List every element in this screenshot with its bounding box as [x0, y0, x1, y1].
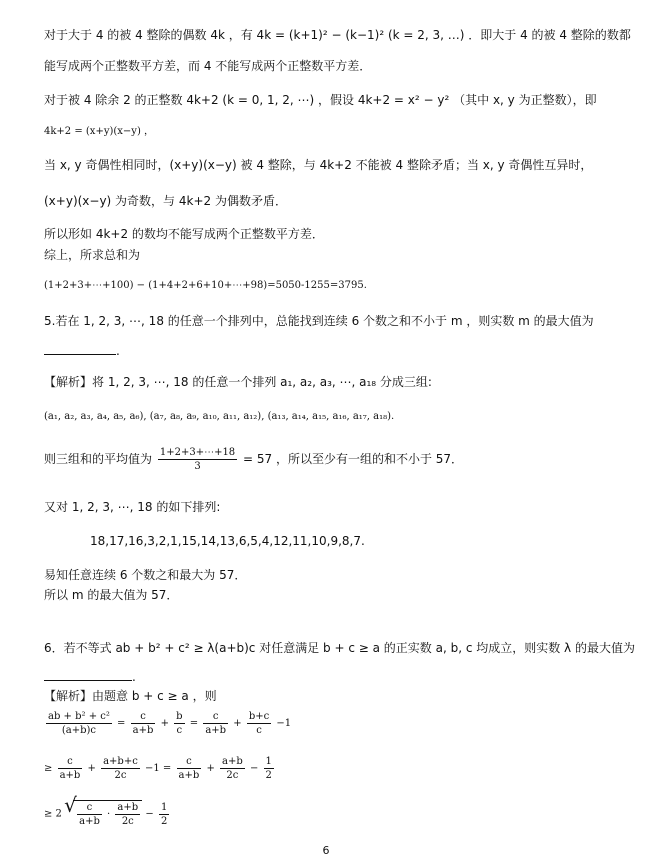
fraction: $\frac{c}{a+b}$	[178, 756, 200, 781]
fraction: $\frac{1+2+3+\cdots+18}{3}$	[159, 447, 236, 472]
fraction: $\frac{b}{c}$	[176, 711, 183, 736]
solution-line: 又对 1, 2, 3, ⋯, 18 的如下排列:	[44, 500, 221, 514]
solution-line: 易知任意连续 6 个数之和最大为 57．	[44, 568, 247, 582]
text-line: 能写成两个正整数平方差，而 4 不能写成两个正整数平方差．	[44, 59, 372, 73]
formula-line: ≥ $\frac{c}{a+b}$ + $\frac{a+b+c}{2c}$ −1 = $\frac{c}{a+b}$ + $\frac{a+b}{2c}$ − $\frac{1}{2}$	[44, 756, 272, 781]
question-5: 5.若在 1, 2, 3, ⋯, 18 的任意一个排列中，总能找到连续 6 个数之和不小于 m ，则实数 m 的最大值为	[44, 314, 594, 328]
text-line: 综上，所求总和为	[44, 248, 141, 262]
question-6: 6．若不等式 ab + b² + c² ≥ λ(a+b)c 对任意满足 b + c ≥ a 的正实数 a, b, c 均成立，则实数 λ 的最大值为	[44, 641, 635, 655]
fraction: $\frac{a+b}{2c}$	[117, 802, 139, 827]
permutation-line: 18,17,16,3,2,1,15,14,13,6,5,4,12,11,10,9,8,7.	[90, 534, 365, 548]
page-number: 6	[322, 844, 330, 857]
text-line: 所以形如 4k+2 的数均不能写成两个正整数平方差．	[44, 227, 324, 241]
solution-line: 所以 m 的最大值为 57．	[44, 588, 179, 602]
blank	[44, 344, 116, 355]
fraction: $\frac{c}{a+b}$	[132, 711, 154, 736]
solution-line: 【解析】由题意 b + c ≥ a ，则	[44, 689, 217, 703]
answer-blank-6	[44, 669, 136, 685]
text-line: 对于大于 4 的被 4 整除的偶数 4k ，有 4k = (k+1)² − (k−1)² (k = 2, 3, …) ．即大于 4 的被 4 整除的数都	[44, 28, 631, 42]
blank	[44, 670, 132, 681]
formula-line: (a₁, a₂, a₃, a₄, a₅, a₆), (a₇, a₈, a₉, a₁₀, a₁₁, a₁₂), (a₁₃, a₁₄, a₁₅, a₁₆, a₁₇, a₁₈).	[44, 411, 395, 422]
formula-line: 4k+2 = (x+y)(x−y) ，	[44, 126, 155, 137]
text-line: (x+y)(x−y) 为奇数，与 4k+2 为偶数矛盾．	[44, 194, 287, 208]
solution-line: 【解析】将 1, 2, 3, ⋯, 18 的任意一个排列 a₁, a₂, a₃, ⋯, a₁₈ 分成三组:	[44, 375, 432, 389]
fraction: $\frac{1}{2}$	[160, 801, 168, 827]
fraction: $\frac{a+b}{2c}$	[222, 756, 243, 781]
formula-line: ≥ 2 √ $\frac{c}{a+b}$ · $\frac{a+b}{2c}$ − $\frac{1}{2}$	[44, 800, 171, 828]
sqrt: √ $\frac{c}{a+b}$ · $\frac{a+b}{2c}$	[73, 800, 142, 828]
period: .	[116, 344, 120, 358]
formula-line: (1+2+3+⋯+100) − (1+4+2+6+10+⋯+98)=5050-1255=3795.	[44, 280, 367, 291]
formula-line: $\frac{\text{ab + b² + c²}}{(a+b)c}$ = $\frac{c}{a+b}$ + $\frac{b}{c}$ = $\frac{c}{a+b}$ + $\frac{b+c}{c}$ −1	[48, 711, 292, 736]
fraction: $\frac{a+b+c}{2c}$	[103, 756, 138, 781]
text-line: 对于被 4 除余 2 的正整数 4k+2 (k = 0, 1, 2, ⋯) ，假设 4k+2 = x² − y² （其中 x, y 为正整数），即	[44, 93, 597, 107]
fraction: $\frac{1}{2}$	[265, 756, 272, 781]
fraction: $\frac{c}{a+b}$	[59, 756, 81, 781]
text-line: 当 x, y 奇偶性相同时，(x+y)(x−y) 被 4 整除，与 4k+2 不能被 4 整除矛盾；当 x, y 奇偶性互异时，	[44, 158, 593, 172]
fraction: $\frac{c}{a+b}$	[205, 711, 227, 736]
period: .	[132, 670, 136, 684]
fraction: $\frac{b+c}{c}$	[248, 711, 270, 736]
fraction: √ $\frac{c}{a+b}$	[79, 802, 100, 827]
fraction: $\frac{\text{ab + b² + c²}}{(a+b)c}$	[48, 711, 110, 736]
solution-line: 则三组和的平均值为 $\frac{1+2+3+\cdots+18}{3}$ = 57 ，所以至少有一组的和不小于 57．	[44, 447, 464, 472]
answer-blank-5	[44, 343, 120, 359]
